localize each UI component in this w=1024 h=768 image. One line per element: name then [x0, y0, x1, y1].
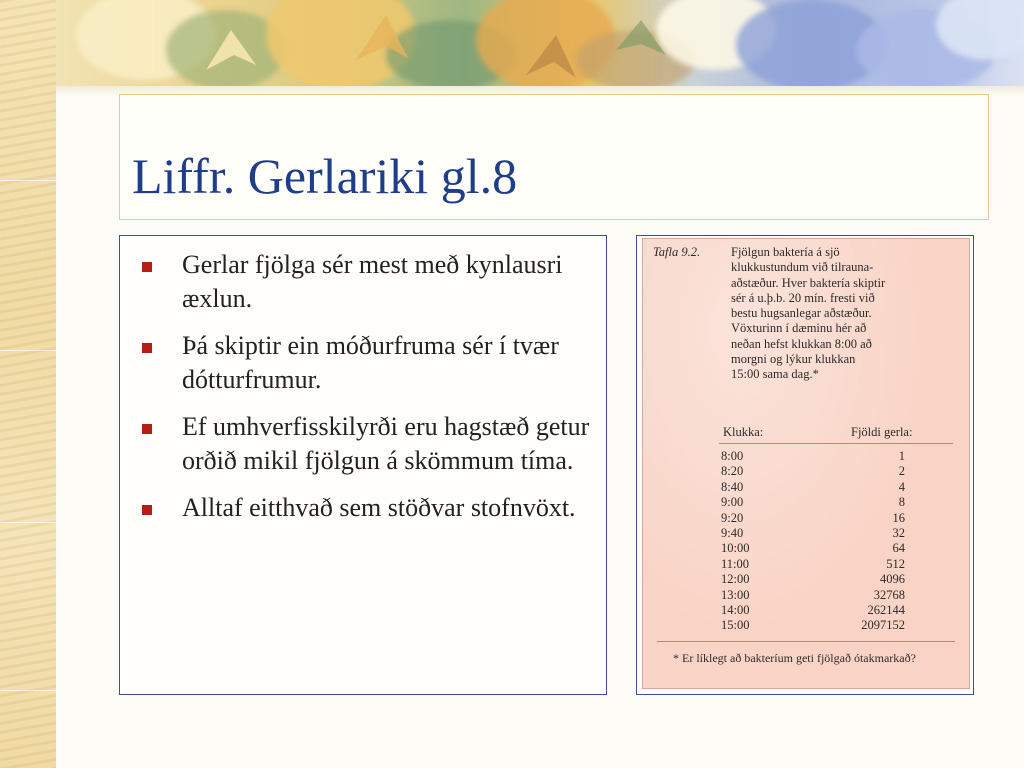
- table-footnote: * Er líklegt að bakteríum geti fjölgað ótakmarkað?: [673, 651, 916, 665]
- row-count: 64: [892, 541, 905, 556]
- bullet-square-icon: [142, 505, 152, 515]
- row-time: 10:00: [721, 541, 750, 556]
- bullet-text: Ef umhverfisskilyrði eru hagstæð getur orðið mikil fjölgun á skömmum tíma.: [182, 412, 590, 475]
- row-time: 8:00: [721, 449, 744, 463]
- row-count: 16: [892, 510, 905, 525]
- title-placeholder: [119, 94, 989, 220]
- row-count: 262144: [867, 603, 905, 617]
- row-count: 32768: [873, 587, 905, 602]
- left-decorative-strip: [0, 0, 56, 768]
- table-image: [642, 238, 970, 689]
- bullet-square-icon: [142, 424, 152, 434]
- table-row: [721, 511, 905, 526]
- bullet-item: [130, 410, 590, 478]
- bullet-item: [130, 329, 590, 397]
- row-count: 4096: [880, 572, 905, 587]
- table-caption: Fjölgun baktería á sjö klukkustundum við tilrauna- aðstæður. Hver baktería skiptir sér á u.þ.b. 20 mín. fresti við bestu hugsanlegar aðstæður. Vöxturinn í dæminu hér að neðan hefst klukkan 8:00 að morgni og lýkur klukkan 15:00 sama dag.*: [731, 245, 886, 382]
- row-time: 13:00: [721, 587, 750, 602]
- table-row: [721, 557, 905, 572]
- strip-seam: [0, 690, 56, 691]
- bullet-item: [130, 248, 590, 316]
- column-header-time: Klukka:: [723, 425, 764, 439]
- bullet-square-icon: [142, 262, 152, 272]
- row-time: 11:00: [721, 556, 750, 571]
- table-row: [721, 603, 905, 618]
- row-time: 14:00: [721, 603, 750, 617]
- table-row: [721, 495, 905, 510]
- bullet-text: Þá skiptir ein móðurfruma sér í tvær dótturfrumur.: [182, 331, 559, 394]
- row-count: 2097152: [861, 618, 905, 633]
- table-row: [721, 572, 905, 587]
- decorative-banner: [56, 0, 1024, 86]
- table-row: [721, 618, 905, 633]
- row-count: 512: [886, 556, 905, 571]
- row-time: 9:00: [721, 495, 744, 510]
- table-row: [721, 526, 905, 541]
- strip-seam: [0, 350, 56, 351]
- table-row: [721, 480, 905, 495]
- leaf-icon: [56, 0, 1024, 86]
- slide-title: Liffr. Gerlariki gl.8: [132, 148, 518, 204]
- bullet-list: [130, 248, 590, 538]
- footer-rule: [657, 641, 955, 642]
- bullet-text: Alltaf eitthvað sem stöðvar stofnvöxt.: [182, 493, 576, 522]
- row-time: 12:00: [721, 572, 750, 587]
- strip-seam: [0, 522, 56, 523]
- table-row: [721, 464, 905, 479]
- table-row: [721, 449, 905, 464]
- header-rule: [719, 443, 953, 444]
- bullet-item: [130, 491, 590, 525]
- row-count: 4: [898, 479, 905, 494]
- row-count: 8: [898, 495, 905, 510]
- row-count: 1: [898, 449, 905, 463]
- row-count: 2: [898, 464, 905, 479]
- table-label: Tafla 9.2.: [653, 245, 701, 259]
- row-count: 32: [892, 526, 905, 540]
- table-row: [721, 541, 905, 556]
- strip-seam: [0, 180, 56, 181]
- content-placeholder: [119, 235, 607, 695]
- row-time: 9:40: [721, 526, 744, 540]
- row-time: 15:00: [721, 618, 750, 633]
- row-time: 9:20: [721, 510, 744, 525]
- bullet-text: Gerlar fjölga sér mest með kynlausri æxlun.: [182, 250, 563, 313]
- bullet-square-icon: [142, 343, 152, 353]
- row-time: 8:40: [721, 479, 744, 494]
- table-row: [721, 588, 905, 603]
- row-time: 8:20: [721, 464, 744, 479]
- column-header-count: Fjöldi gerla:: [851, 425, 913, 439]
